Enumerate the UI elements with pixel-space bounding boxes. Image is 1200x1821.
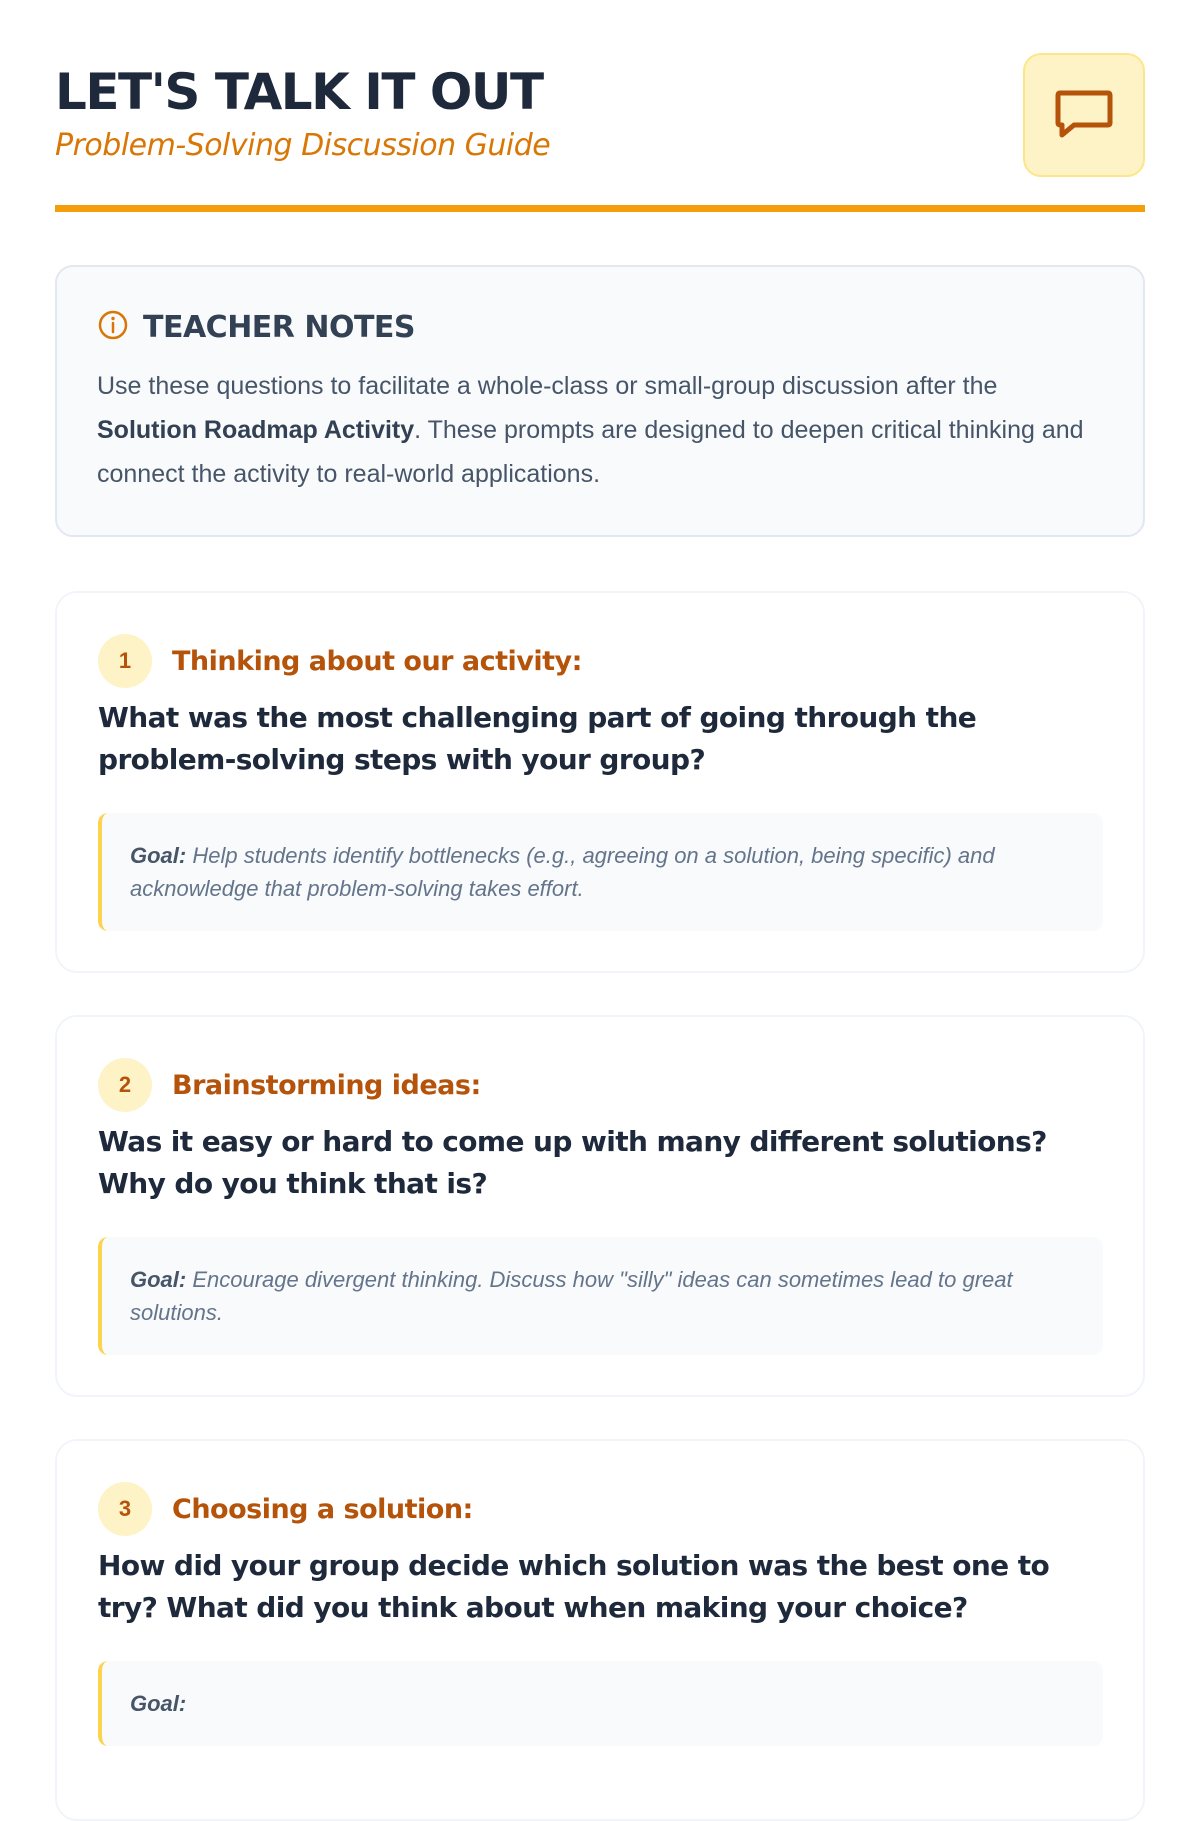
question-card-3 <box>55 1439 1145 1821</box>
goal-text: Encourage divergent thinking. Discuss how "silly" ideas can sometimes lead to great solutions. <box>130 1267 1013 1325</box>
chat-bubble-icon <box>1023 53 1145 177</box>
teacher-notes-box <box>55 265 1145 537</box>
question-number-badge: 2 <box>98 1058 152 1112</box>
header <box>55 0 1145 212</box>
question-header <box>98 1057 1103 1113</box>
notes-text-start: Use these questions to facilitate a whole-class or small-group discussion after the <box>97 372 998 400</box>
page-subtitle: Problem-Solving Discussion Guide <box>55 128 551 163</box>
question-number-badge: 1 <box>98 634 152 688</box>
goal-label: Goal: <box>130 843 187 868</box>
page-title: LET'S TALK IT OUT <box>55 63 543 121</box>
goal-text: Help students identify bottlenecks (e.g., agreeing on a solution, being specific) and acknowledge that problem-solving takes effort. <box>130 843 995 901</box>
notes-activity-name: Solution Roadmap Activity <box>97 416 415 444</box>
question-goal <box>98 1661 1103 1746</box>
teacher-notes-header <box>97 309 1103 346</box>
question-card-2 <box>55 1015 1145 1397</box>
goal-label: Goal: <box>130 1691 187 1716</box>
question-text: Was it easy or hard to come up with many different solutions? Why do you think that is? <box>98 1125 1047 1200</box>
question-label: Choosing a solution: <box>172 1493 473 1525</box>
goal-label: Goal: <box>130 1267 187 1292</box>
question-goal <box>98 813 1103 931</box>
question-card-1 <box>55 591 1145 973</box>
notes-text-end: . These prompts are designed to deepen critical thinking and connect the activity to real-world applications. <box>97 416 1084 488</box>
question-header <box>98 1481 1103 1537</box>
question-label: Brainstorming ideas: <box>172 1069 481 1101</box>
question-goal <box>98 1237 1103 1355</box>
question-text: What was the most challenging part of going through the problem-solving steps with your group? <box>98 701 977 776</box>
teacher-notes-title: TEACHER NOTES <box>143 310 416 345</box>
teacher-notes-text <box>97 364 1103 496</box>
question-number-badge: 3 <box>98 1482 152 1536</box>
info-icon <box>97 309 129 346</box>
question-label: Thinking about our activity: <box>172 645 582 677</box>
question-header <box>98 633 1103 689</box>
question-text: How did your group decide which solution was the best one to try? What did you think about when making your choice? <box>98 1549 1050 1624</box>
